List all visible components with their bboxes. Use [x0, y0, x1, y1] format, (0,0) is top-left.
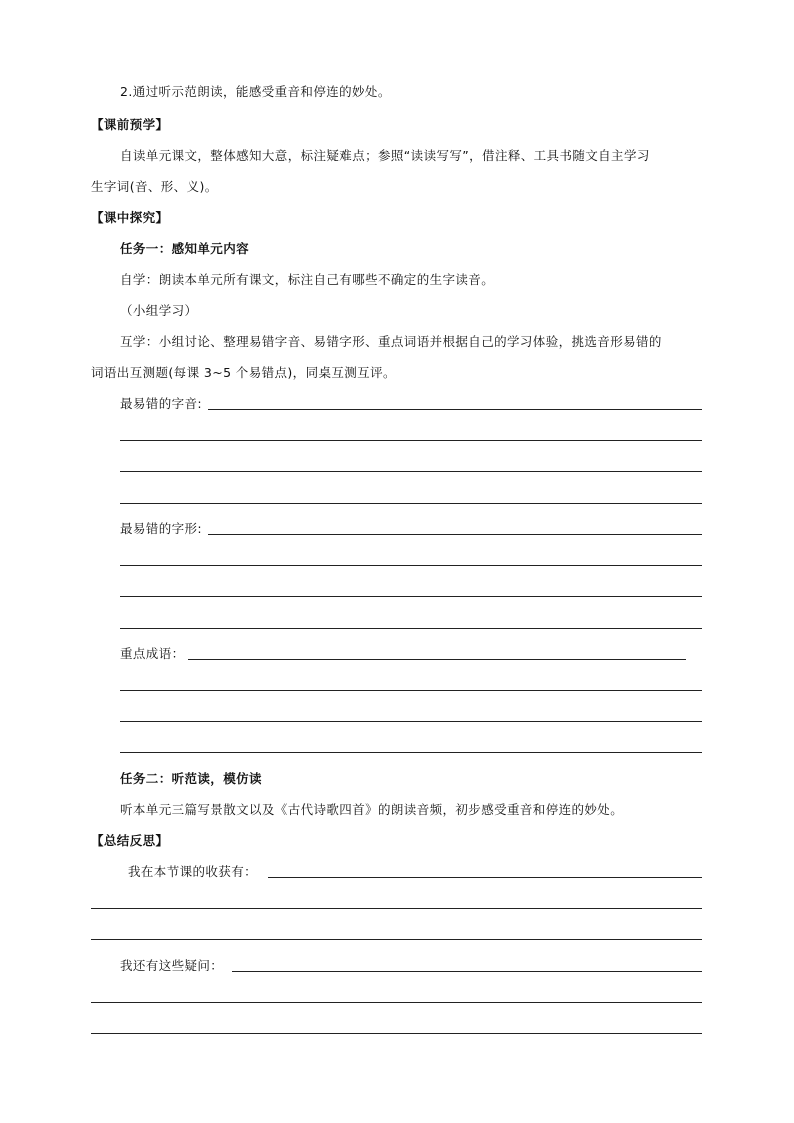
task1-self-study: 自学：朗读本单元所有课文，标注自己有哪些不确定的生字读音。	[120, 272, 495, 287]
question-answer-line[interactable]	[91, 1033, 702, 1034]
gain-answer-line[interactable]	[91, 908, 702, 909]
preview-text-line2: 生字词(音、形、义)。	[91, 179, 218, 194]
task1-title: 任务一：感知单元内容	[120, 241, 250, 256]
idiom-answer-line[interactable]	[120, 690, 702, 691]
glyph-answer-line[interactable]	[208, 534, 702, 535]
summary-header: 【总结反思】	[91, 833, 169, 848]
pronunciation-answer-line[interactable]	[208, 409, 702, 410]
idiom-answer-line[interactable]	[188, 659, 686, 660]
question-answer-line[interactable]	[91, 1002, 702, 1003]
preview-text-line1: 自读单元课文，整体感知大意，标注疑难点；参照“读读写写”，借注释、工具书随文自主学习	[120, 148, 650, 163]
gain-label: 我在本节课的收获有：	[128, 864, 258, 879]
task1-mutual-line1: 互学：小组讨论、整理易错字音、易错字形、重点词语并根据自己的学习体验，挑选音形易错的	[120, 334, 662, 349]
explore-header: 【课中探究】	[91, 210, 169, 225]
idiom-label: 重点成语：	[120, 646, 185, 661]
idiom-answer-line[interactable]	[120, 721, 702, 722]
glyph-answer-line[interactable]	[120, 596, 702, 597]
pronunciation-answer-line[interactable]	[120, 503, 702, 504]
pronunciation-label: 最易错的字音:	[120, 396, 203, 411]
task1-group-label: （小组学习）	[120, 303, 198, 318]
pronunciation-answer-line[interactable]	[120, 440, 702, 441]
question-answer-line[interactable]	[232, 971, 702, 972]
task1-mutual-line2: 词语出互测题(每课 3~5 个易错点)，同桌互测互评。	[91, 365, 396, 380]
glyph-label: 最易错的字形:	[120, 521, 203, 536]
question-label: 我还有这些疑问：	[120, 958, 224, 973]
task2-desc: 听本单元三篇写景散文以及《古代诗歌四首》的朗读音频，初步感受重音和停连的妙处。	[120, 802, 624, 817]
gain-answer-line[interactable]	[91, 939, 702, 940]
preview-header: 【课前预学】	[91, 117, 169, 132]
glyph-answer-line[interactable]	[120, 565, 702, 566]
glyph-answer-line[interactable]	[120, 628, 702, 629]
gain-answer-line[interactable]	[268, 877, 702, 878]
objective-item-2: 2.通过听示范朗读，能感受重音和停连的妙处。	[120, 84, 391, 99]
pronunciation-answer-line[interactable]	[120, 471, 702, 472]
task2-title: 任务二：听范读，模仿读	[120, 771, 262, 786]
idiom-answer-line[interactable]	[120, 752, 702, 753]
